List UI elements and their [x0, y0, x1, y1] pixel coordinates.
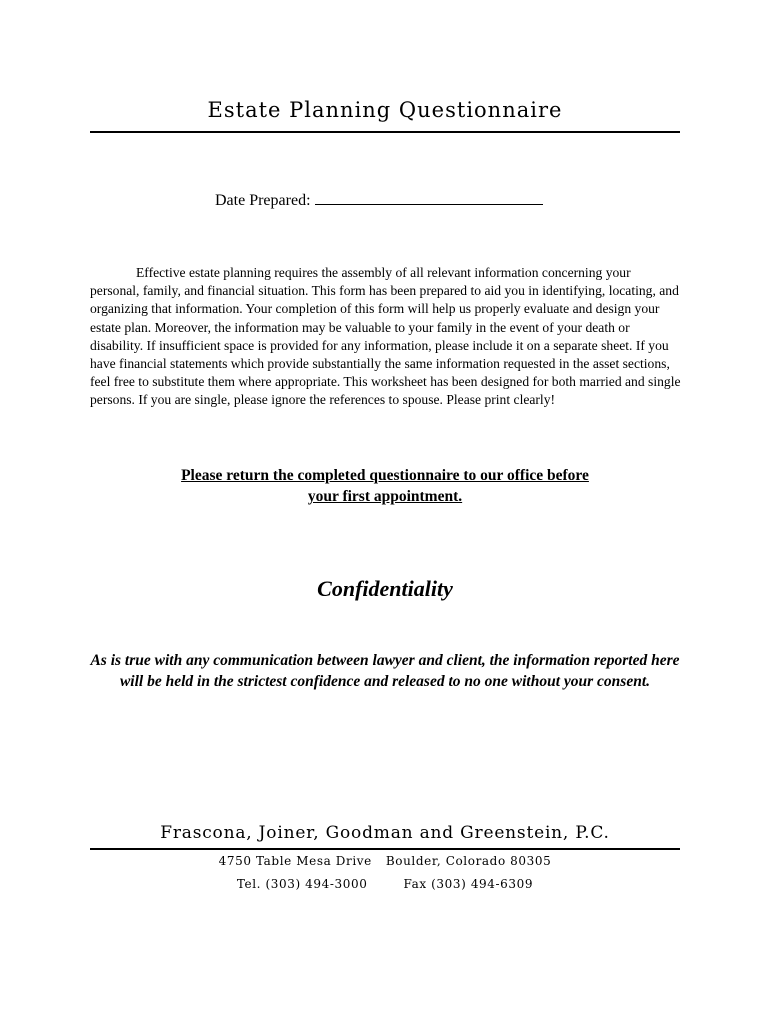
confidentiality-heading: Confidentiality	[317, 576, 453, 601]
firm-telephone: Tel. (303) 494-3000	[236, 877, 368, 891]
confidentiality-text: As is true with any communication between lawyer and client, the information reported here will be held in the strictest confidence and released to no one without your consent.	[90, 652, 680, 690]
intro-text: Effective estate planning requires the assembly of all relevant information concerning your personal, family, and financial situation. This form has been prepared to aid you in identifying, locating, and organizing that information. Your completion of this form will help us properly evaluate and design your estate plan. Moreover, the information may be valuable to your family in the event of your death or disability. If insufficient space is provided for any information, please include it on a separate sheet. If you have financial statements which provide substantially the same information requested in the asset sections, feel free to substitute them where appropriate. This worksheet has been designed for both married and single persons. If you are single, please ignore the references to spouse. Please print clearly!	[90, 265, 681, 408]
date-prepared-label: Date Prepared:	[215, 192, 311, 209]
date-prepared-blank	[315, 190, 543, 205]
return-instruction-line1: Please return the completed questionnaire to our office before	[181, 467, 589, 484]
firm-city: Boulder, Colorado 80305	[385, 854, 552, 868]
intro-paragraph	[90, 264, 682, 410]
page-title: Estate Planning Questionnaire	[207, 98, 563, 122]
firm-address	[90, 854, 680, 868]
footer-divider	[90, 848, 680, 850]
firm-street: 4750 Table Mesa Drive	[218, 854, 372, 868]
firm-name: Frascona, Joiner, Goodman and Greenstein, P.C.	[160, 823, 610, 843]
date-prepared-row	[215, 190, 543, 210]
firm-fax: Fax (303) 494-6309	[403, 877, 534, 891]
return-instruction	[90, 465, 680, 507]
return-instruction-line2: your first appointment.	[307, 488, 463, 505]
title-divider	[90, 131, 680, 133]
firm-contact	[90, 877, 680, 891]
